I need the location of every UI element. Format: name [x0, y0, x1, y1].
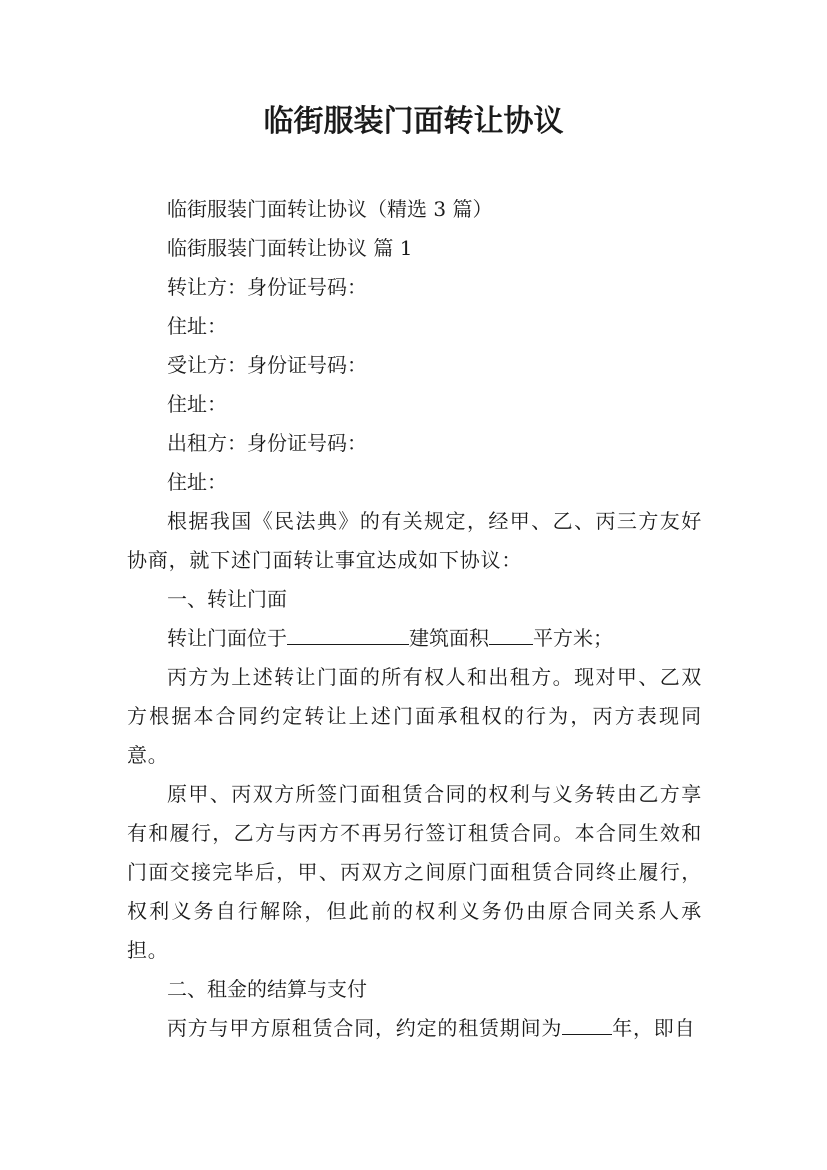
transferee-address-line: 住址： — [167, 392, 227, 416]
owner-consent-paragraph: 丙方为上述转让门面的所有权人和出租方。现对甲、乙双方根据本合同约定转让上述门面承租权的行为，丙方表现同意。 — [127, 665, 702, 767]
lease-term-tail: 年，即自 — [612, 1016, 696, 1040]
intro-paragraph: 根据我国《民法典》的有关规定，经甲、乙、丙三方友好协商，就下述门面转让事宜达成如下协议： — [127, 509, 702, 572]
lease-term-text: 丙方与甲方原租赁合同，约定的租赁期间为 — [167, 1016, 563, 1040]
location-blank — [287, 622, 409, 645]
clause-heading-2: 二、租金的结算与支付 — [167, 977, 367, 1001]
area-label: 建筑面积 — [409, 626, 489, 650]
lessor-address-line: 住址： — [167, 470, 227, 494]
transferor-line: 转让方：身份证号码： — [167, 275, 367, 299]
document-body — [127, 190, 702, 1048]
area-unit: 平方米； — [533, 626, 613, 650]
location-label: 转让门面位于 — [167, 626, 287, 650]
clause-heading-1: 一、转让门面 — [167, 587, 287, 611]
area-blank — [489, 622, 533, 645]
lessor-line: 出租方：身份证号码： — [167, 431, 367, 455]
transferee-line: 受让方：身份证号码： — [167, 353, 367, 377]
section-heading-part1: 临街服装门面转让协议 篇 1 — [167, 236, 413, 260]
lease-years-blank — [562, 1012, 612, 1035]
transferor-address-line: 住址： — [167, 314, 227, 338]
location-paragraph — [127, 619, 702, 658]
rights-transfer-paragraph: 原甲、丙双方所签门面租赁合同的权利与义务转由乙方享有和履行，乙方与丙方不再另行签订租赁合同。本合同生效和门面交接完毕后，甲、丙双方之间原门面租赁合同终止履行，权利义务自行解除，但此前的权利义务仍由原合同关系人承担。 — [127, 782, 702, 962]
lease-term-paragraph — [127, 1009, 702, 1048]
subtitle-line: 临街服装门面转让协议（精选 3 篇） — [167, 197, 493, 221]
document-title: 临街服装门面转让协议 — [263, 104, 564, 139]
